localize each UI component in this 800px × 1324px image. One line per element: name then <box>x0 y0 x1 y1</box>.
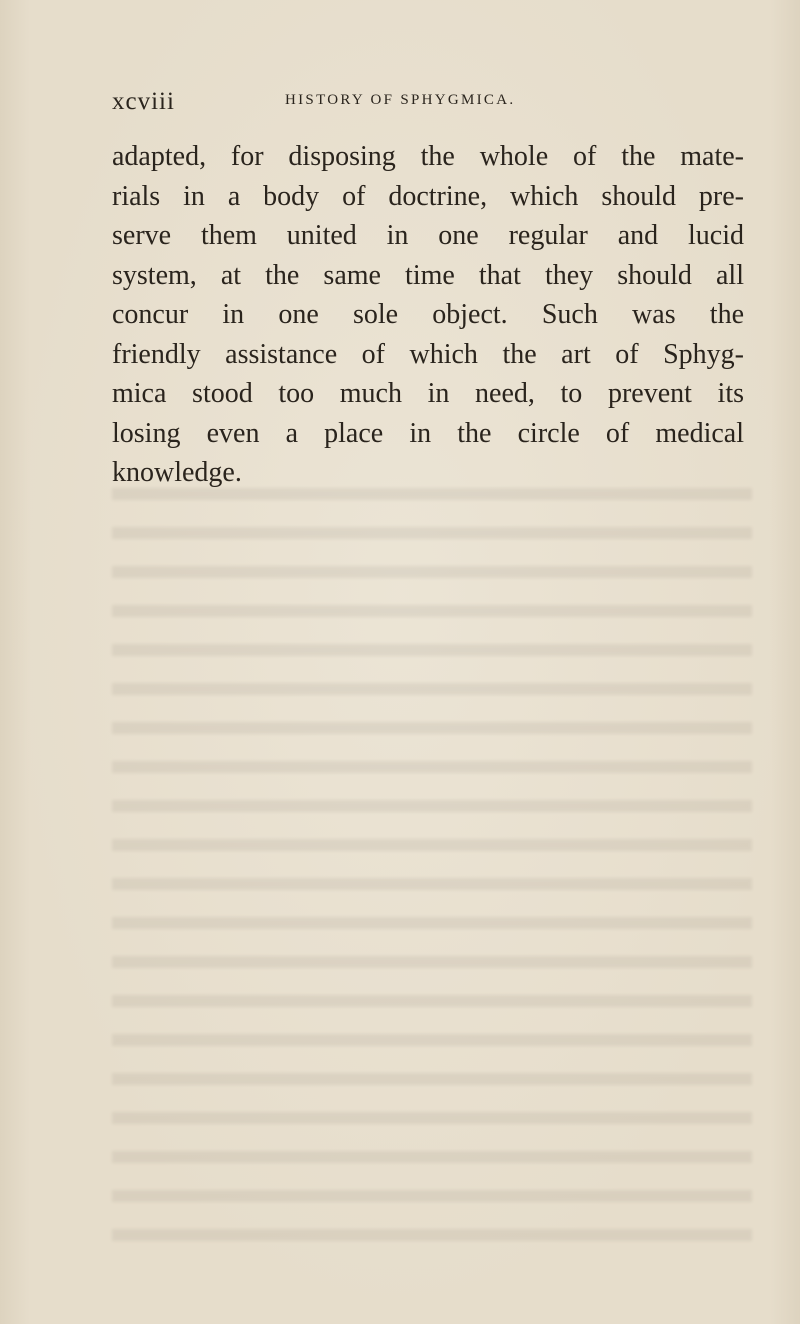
page-number: xcviii <box>112 88 175 115</box>
text-line: friendly assistance of which the art of Sphyg- <box>112 338 744 370</box>
page-header <box>112 88 582 118</box>
text-line: rials in a body of doctrine, which should pre- <box>112 180 744 212</box>
text-line: system, at the same time that they should all <box>112 259 744 291</box>
text-line: serve them united in one regular and lucid <box>112 220 744 251</box>
reverse-page-show-through <box>112 470 752 1260</box>
body-paragraph <box>112 137 744 493</box>
text-line: concur in one sole object. Such was the <box>112 299 744 330</box>
text-line: losing even a place in the circle of medical <box>112 417 744 449</box>
text-line: knowledge. <box>112 457 242 488</box>
running-head: HISTORY OF SPHYGMICA. <box>285 92 516 108</box>
text-line: adapted, for disposing the whole of the mate- <box>112 141 744 172</box>
text-line: mica stood too much in need, to prevent its <box>112 378 744 409</box>
